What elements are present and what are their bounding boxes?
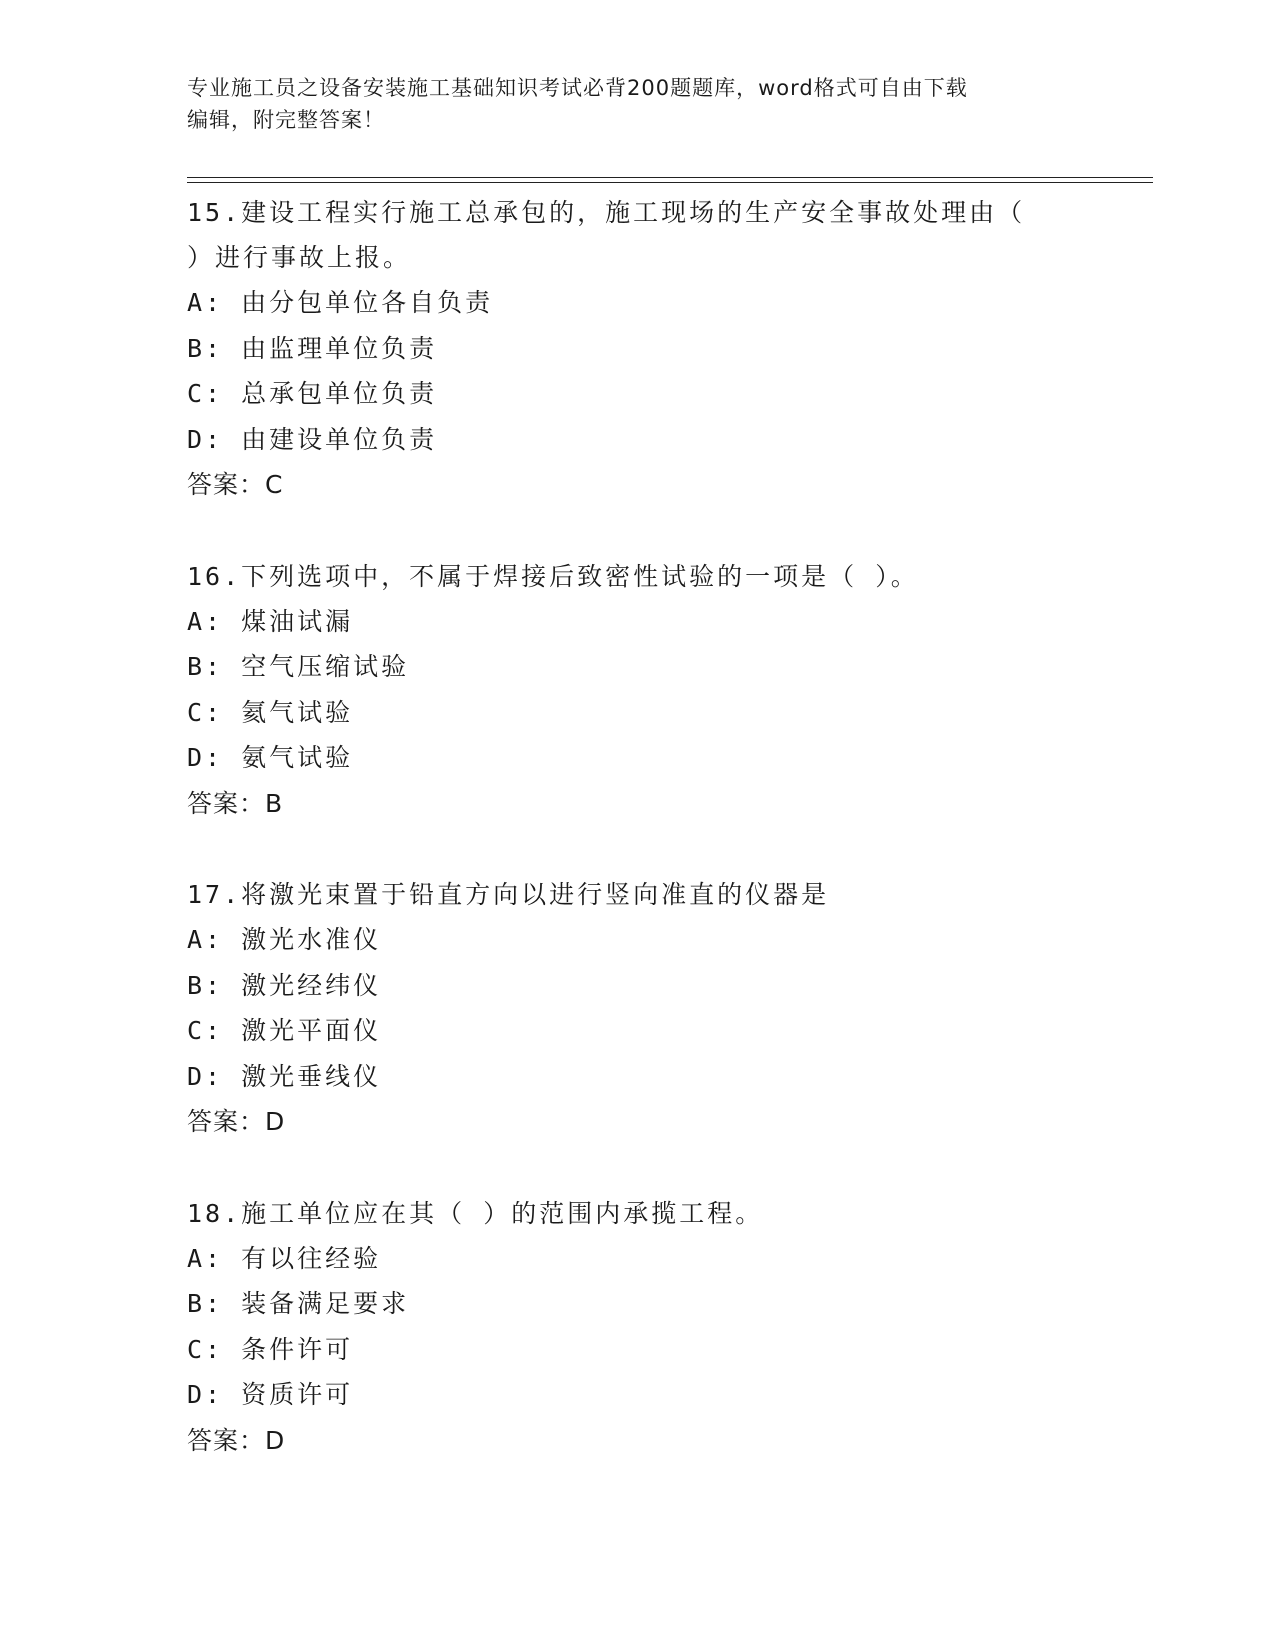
option-c: C: 氦气试验 <box>187 697 354 727</box>
question-stem-line-2: ）进行事故上报。 <box>187 243 412 272</box>
option-b: B: 装备满足要求 <box>187 1289 410 1318</box>
answer: 答案：D <box>187 1107 286 1136</box>
question-17 <box>187 872 1067 1145</box>
option-c: C: 总承包单位负责 <box>187 379 438 408</box>
document-header <box>187 72 1067 136</box>
question-stem-line-1: 15.建设工程实行施工总承包的，施工现场的生产安全事故处理由（ <box>187 198 1026 227</box>
option-c: C: 条件许可 <box>187 1334 354 1364</box>
answer: 答案：C <box>187 470 284 499</box>
option-d: D: 由建设单位负责 <box>187 424 438 454</box>
question-stem-line-1: 16.下列选项中，不属于焊接后致密性试验的一项是（ ）。 <box>187 561 919 591</box>
option-d: D: 激光垂线仪 <box>187 1061 382 1091</box>
question-16 <box>187 554 1067 827</box>
question-stem-line-1: 17.将激光束置于铅直方向以进行竖向准直的仪器是 <box>187 880 830 909</box>
option-d: D: 资质许可 <box>187 1380 354 1409</box>
option-c: C: 激光平面仪 <box>187 1016 382 1045</box>
option-b: B: 空气压缩试验 <box>187 652 410 681</box>
header-line-1: 专业施工员之设备安装施工基础知识考试必背200题题库，word格式可自由下载 <box>187 76 968 100</box>
question-15 <box>187 190 1067 508</box>
option-a: A: 煤油试漏 <box>187 606 354 636</box>
option-b: B: 由监理单位负责 <box>187 333 438 363</box>
option-a: A: 有以往经验 <box>187 1243 382 1273</box>
question-18 <box>187 1191 1067 1464</box>
header-divider-top <box>187 177 1153 178</box>
question-stem-line-1: 18.施工单位应在其（ ）的范围内承揽工程。 <box>187 1198 764 1228</box>
answer: 答案：D <box>187 1425 286 1455</box>
question-list <box>187 190 1067 1509</box>
answer: 答案：B <box>187 788 284 818</box>
option-a: A: 激光水准仪 <box>187 925 382 954</box>
option-d: D: 氨气试验 <box>187 743 354 772</box>
header-line-2: 编辑，附完整答案！ <box>187 108 385 132</box>
option-b: B: 激光经纬仪 <box>187 970 382 1000</box>
header-divider-bottom <box>187 182 1153 183</box>
option-a: A: 由分包单位各自负责 <box>187 288 494 317</box>
